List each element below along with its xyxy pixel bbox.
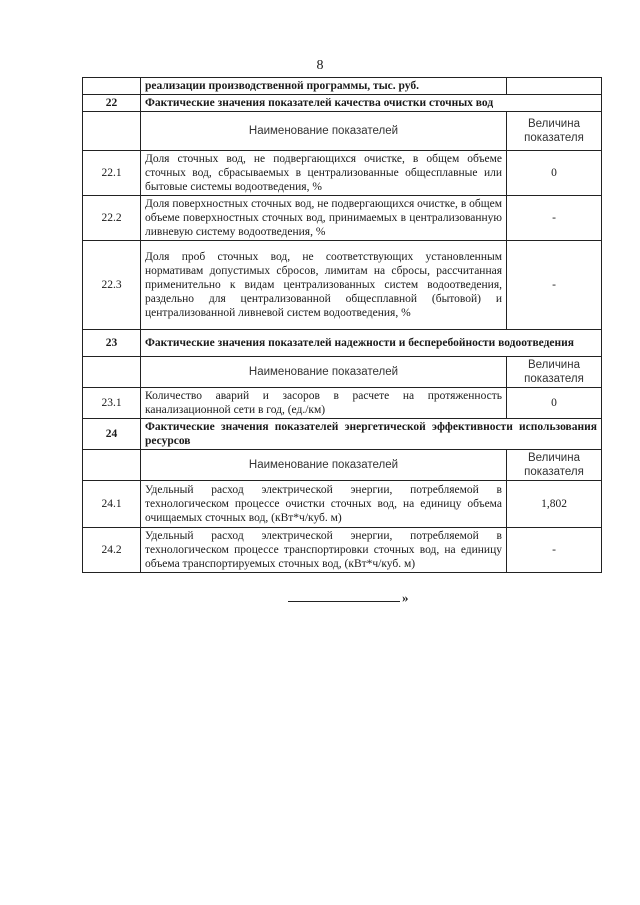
row-value: 0 [507,151,602,196]
closing-quote: » [402,590,409,605]
section-title: Фактические значения показателей надежности и бесперебойности водоотведения [141,330,602,357]
row-description: Количество аварий и засоров в расчете на протяженность канализационной сети в год, (ед./км) [141,388,507,419]
empty-cell [83,112,141,151]
column-header-row [83,112,602,151]
empty-cell [83,78,141,95]
indicator-value-header: Величина показателя [507,450,602,481]
column-header-row [83,357,602,388]
indicator-value-header: Величина показателя [507,112,602,151]
continuation-text: реализации производственной программы, тыс. руб. [141,78,507,95]
row-description: Доля поверхностных сточных вод, не подвергающихся очистке, в общем объеме поверхностных сточных вод, принимаемых в централизованную ливневую систему водоотведения, % [141,196,507,241]
table-row [83,151,602,196]
table-row [83,388,602,419]
closing-line [288,593,400,602]
table-row-continuation [83,78,602,95]
section-header-row-22 [83,95,602,112]
row-value: 0 [507,388,602,419]
empty-cell [83,450,141,481]
row-value: 1,802 [507,481,602,528]
row-description: Доля сточных вод, не подвергающихся очистке, в общем объеме сточных вод, сбрасываемых в централизованные общесплавные или бытовые системы водоотведения, % [141,151,507,196]
row-number: 22.1 [83,151,141,196]
indicator-name-header: Наименование показателей [141,357,507,388]
row-number: 23.1 [83,388,141,419]
indicators-table [82,77,602,573]
indicator-name-header: Наименование показателей [141,112,507,151]
row-value: - [507,196,602,241]
row-description: Удельный расход электрической энергии, потребляемой в технологическом процессе очистки сточных вод, на единицу объема очищаемых сточных вод, (кВт*ч/куб. м) [141,481,507,528]
section-header-row-24 [83,419,602,450]
section-number: 23 [83,330,141,357]
row-number: 22.3 [83,241,141,330]
continuation-value [507,78,602,95]
indicator-name-header: Наименование показателей [141,450,507,481]
row-number: 24.1 [83,481,141,528]
page-number: 8 [316,58,324,73]
row-description: Доля проб сточных вод, не соответствующих установленным нормативам допустимых сбросов, лимитам на сбросы, рассчитанная применительно к видам централизованных систем водоотведения, раздельно для централизованной общесплавной (бытовой) и централизованной ливневой систем водоотведения, % [141,241,507,330]
section-header-row-23 [83,330,602,357]
row-number: 22.2 [83,196,141,241]
section-number: 22 [83,95,141,112]
section-title: Фактические значения показателей энергетической эффективности использования ресурсов [141,419,602,450]
column-header-row [83,450,602,481]
row-value: - [507,241,602,330]
empty-cell [83,357,141,388]
table-row [83,241,602,330]
table-row [83,528,602,573]
closing-mark [288,590,409,606]
section-title: Фактические значения показателей качества очистки сточных вод [141,95,602,112]
row-number: 24.2 [83,528,141,573]
table-row [83,481,602,528]
section-number: 24 [83,419,141,450]
row-description: Удельный расход электрической энергии, потребляемой в технологическом процессе транспортировки сточных вод, на единицу объема транспортируемых сточных вод, (кВт*ч/куб. м) [141,528,507,573]
indicator-value-header: Величина показателя [507,357,602,388]
row-value: - [507,528,602,573]
table-row [83,196,602,241]
